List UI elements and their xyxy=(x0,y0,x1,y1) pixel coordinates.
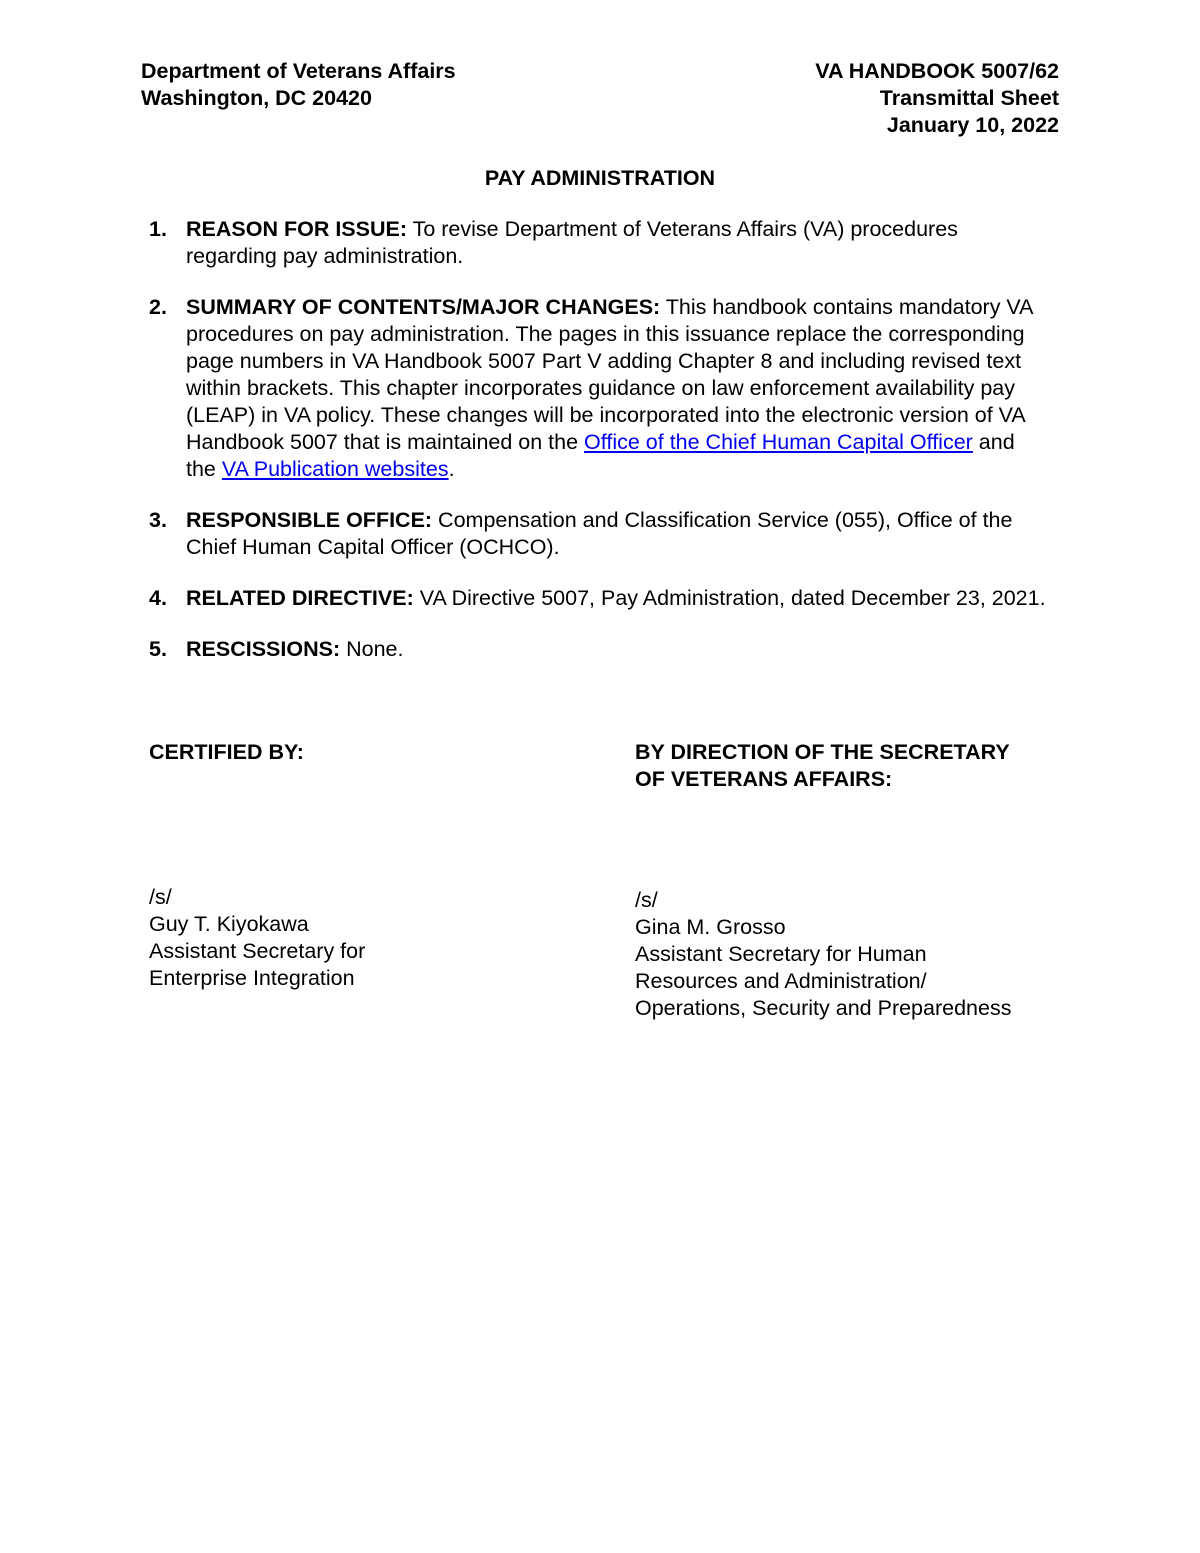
section-text: VA Directive 5007, Pay Administration, dated December 23, 2021. xyxy=(413,586,1046,610)
section-rescissions xyxy=(149,636,1049,663)
header-date: January 10, 2022 xyxy=(886,113,1059,137)
signature-mark: /s/ xyxy=(635,888,658,912)
by-direction-heading-line: OF VETERANS AFFAIRS: xyxy=(635,767,893,791)
header-left xyxy=(141,58,456,112)
signer-title-line: Operations, Security and Preparedness xyxy=(635,996,1012,1020)
section-text-end: . xyxy=(448,457,455,481)
section-text: This handbook contains mandatory VA procedures on pay administration. The pages in this issuance replace the corresponding page numbers in VA Handbook 5007 Part V adding Chapter 8 and including revised text within brackets. This chapter incorporates guidance on law enforcement availability pay (LEAP) in VA policy. These changes will be incorporated into the electronic version of VA Handbook 5007 that is maintained on the xyxy=(186,295,1033,454)
section-reason-for-issue xyxy=(149,216,1049,270)
signature-mark: /s/ xyxy=(149,885,172,909)
section-heading: REASON FOR ISSUE: xyxy=(186,217,407,241)
header-handbook-number: VA HANDBOOK 5007/62 xyxy=(815,59,1059,83)
section-number: 4. xyxy=(149,586,167,610)
sections-list xyxy=(149,216,1049,687)
section-related-directive xyxy=(149,585,1049,612)
signer-title-line: Resources and Administration/ xyxy=(635,969,927,993)
section-text: Compensation and Classification Service (055), Office of the Chief Human Capital Officer (OCHCO). xyxy=(186,508,1013,559)
signer-title-line: Assistant Secretary for xyxy=(149,939,366,963)
section-text: None. xyxy=(340,637,404,661)
header-right xyxy=(815,58,1059,139)
signer-title-line: Enterprise Integration xyxy=(149,966,355,990)
header-department: Department of Veterans Affairs xyxy=(141,59,456,83)
section-heading: SUMMARY OF CONTENTS/MAJOR CHANGES: xyxy=(186,295,661,319)
certified-by-heading: CERTIFIED BY: xyxy=(149,740,304,764)
section-heading: RESPONSIBLE OFFICE: xyxy=(186,508,433,532)
section-heading: RELATED DIRECTIVE: xyxy=(186,586,414,610)
signer-title-line: Assistant Secretary for Human xyxy=(635,942,927,966)
section-number: 2. xyxy=(149,295,167,319)
va-publication-link[interactable]: VA Publication websites xyxy=(221,457,449,481)
header-sheet-type: Transmittal Sheet xyxy=(879,86,1059,110)
by-direction-column xyxy=(635,739,1075,793)
certified-by-column xyxy=(149,739,589,766)
by-direction-heading-line: BY DIRECTION OF THE SECRETARY xyxy=(635,740,1010,764)
section-number: 3. xyxy=(149,508,167,532)
signer-name: Guy T. Kiyokawa xyxy=(149,912,309,936)
section-text-mid: and the xyxy=(186,430,1015,481)
signature-block-right xyxy=(635,887,1011,1022)
section-number: 5. xyxy=(149,637,167,661)
header-location: Washington, DC 20420 xyxy=(141,86,372,110)
signer-name: Gina M. Grosso xyxy=(635,915,786,939)
section-heading: RESCISSIONS: xyxy=(186,637,341,661)
document-title: PAY ADMINISTRATION xyxy=(484,166,716,190)
ochco-link[interactable]: Office of the Chief Human Capital Officer xyxy=(584,430,973,454)
signature-block-left xyxy=(149,884,365,992)
section-responsible-office xyxy=(149,507,1049,561)
section-text: To revise Department of Veterans Affairs (VA) procedures regarding pay administration. xyxy=(186,217,958,268)
section-summary-of-contents xyxy=(149,294,1049,483)
section-number: 1. xyxy=(149,217,167,241)
